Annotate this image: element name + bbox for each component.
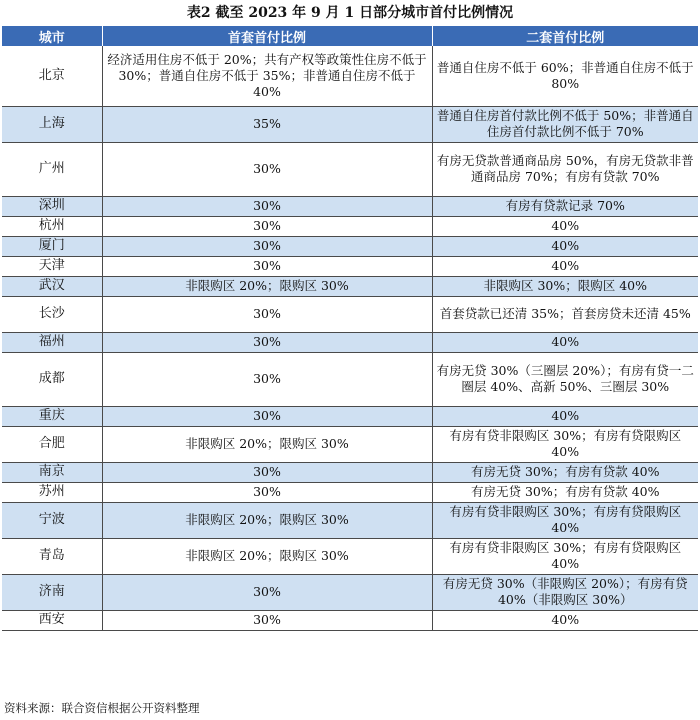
first-home-cell: 30%	[102, 196, 432, 216]
first-home-cell: 30%	[102, 332, 432, 352]
table-row	[2, 196, 698, 216]
table-row	[2, 502, 698, 538]
table-row	[2, 426, 698, 462]
first-home-cell: 30%	[102, 216, 432, 236]
second-home-cell: 有房有贷非限购区 30%；有房有贷限购区 40%	[432, 502, 698, 538]
table-row	[2, 332, 698, 352]
second-home-cell: 有房有贷非限购区 30%；有房有贷限购区 40%	[432, 538, 698, 574]
second-home-cell: 有房无贷款普通商品房 50%，有房无贷款非普通商品房 70%；有房有贷款 70%	[432, 142, 698, 196]
city-cell: 苏州	[2, 482, 102, 502]
city-cell: 宁波	[2, 502, 102, 538]
second-home-cell: 40%	[432, 610, 698, 630]
second-home-cell: 有房无贷 30%；有房有贷款 40%	[432, 482, 698, 502]
table-row	[2, 216, 698, 236]
table-row	[2, 46, 698, 106]
city-cell: 长沙	[2, 296, 102, 332]
table-row	[2, 574, 698, 610]
city-cell: 武汉	[2, 276, 102, 296]
first-home-cell: 35%	[102, 106, 432, 142]
second-home-cell: 有房无贷 30%；有房有贷款 40%	[432, 462, 698, 482]
second-home-cell: 有房无贷 30%（三圈层 20%）；有房有贷一二圈层 40%、高新 50%、三圈层 30%	[432, 352, 698, 406]
city-cell: 合肥	[2, 426, 102, 462]
city-cell: 深圳	[2, 196, 102, 216]
second-home-cell: 非限购区 30%；限购区 40%	[432, 276, 698, 296]
city-cell: 广州	[2, 142, 102, 196]
table-title: 表2 截至 2023 年 9 月 1 日部分城市首付比例情况	[186, 5, 514, 21]
city-cell: 厦门	[2, 236, 102, 256]
first-home-cell: 非限购区 20%；限购区 30%	[102, 276, 432, 296]
second-home-cell: 普通自住房首付款比例不低于 50%；非普通自住房首付款比例不低于 70%	[432, 106, 698, 142]
city-cell: 天津	[2, 256, 102, 276]
source-note: 资料来源：联合资信根据公开资料整理	[4, 701, 200, 715]
second-home-cell: 首套贷款已还清 35%；首套房贷未还清 45%	[432, 296, 698, 332]
second-home-cell: 普通自住房不低于 60%；非普通自住房不低于 80%	[432, 46, 698, 106]
header-city: 城市	[2, 26, 102, 46]
second-home-cell: 有房无贷 30%（非限购区 20%）；有房有贷 40%（非限购区 30%）	[432, 574, 698, 610]
table-header	[2, 26, 698, 46]
first-home-cell: 非限购区 20%；限购区 30%	[102, 426, 432, 462]
table-row	[2, 482, 698, 502]
header-first-home: 首套首付比例	[102, 26, 432, 46]
city-cell: 杭州	[2, 216, 102, 236]
first-home-cell: 非限购区 20%；限购区 30%	[102, 502, 432, 538]
table-row	[2, 142, 698, 196]
table-row	[2, 610, 698, 630]
second-home-cell: 40%	[432, 256, 698, 276]
city-cell: 济南	[2, 574, 102, 610]
table-row	[2, 406, 698, 426]
table-body	[2, 46, 698, 630]
city-cell: 西安	[2, 610, 102, 630]
table-row	[2, 538, 698, 574]
table-row	[2, 276, 698, 296]
city-cell: 上海	[2, 106, 102, 142]
first-home-cell: 30%	[102, 610, 432, 630]
first-home-cell: 30%	[102, 406, 432, 426]
second-home-cell: 有房有贷非限购区 30%；有房有贷限购区 40%	[432, 426, 698, 462]
second-home-cell: 40%	[432, 332, 698, 352]
second-home-cell: 40%	[432, 406, 698, 426]
city-cell: 北京	[2, 46, 102, 106]
table-row	[2, 256, 698, 276]
table-row	[2, 236, 698, 256]
second-home-cell: 40%	[432, 216, 698, 236]
first-home-cell: 30%	[102, 352, 432, 406]
city-cell: 成都	[2, 352, 102, 406]
first-home-cell: 30%	[102, 482, 432, 502]
first-home-cell: 30%	[102, 142, 432, 196]
city-cell: 重庆	[2, 406, 102, 426]
first-home-cell: 非限购区 20%；限购区 30%	[102, 538, 432, 574]
first-home-cell: 30%	[102, 256, 432, 276]
first-home-cell: 30%	[102, 236, 432, 256]
city-cell: 福州	[2, 332, 102, 352]
first-home-cell: 30%	[102, 296, 432, 332]
city-cell: 青岛	[2, 538, 102, 574]
city-cell: 南京	[2, 462, 102, 482]
table-row	[2, 462, 698, 482]
first-home-cell: 30%	[102, 462, 432, 482]
table-row	[2, 296, 698, 332]
first-home-cell: 30%	[102, 574, 432, 610]
down-payment-table	[2, 26, 698, 631]
table-row	[2, 352, 698, 406]
second-home-cell: 40%	[432, 236, 698, 256]
first-home-cell: 经济适用住房不低于 20%；共有产权等政策性住房不低于 30%；普通自住房不低于 35%；非普通自住房不低于 40%	[102, 46, 432, 106]
table-row	[2, 106, 698, 142]
header-second-home: 二套首付比例	[432, 26, 698, 46]
second-home-cell: 有房有贷款记录 70%	[432, 196, 698, 216]
